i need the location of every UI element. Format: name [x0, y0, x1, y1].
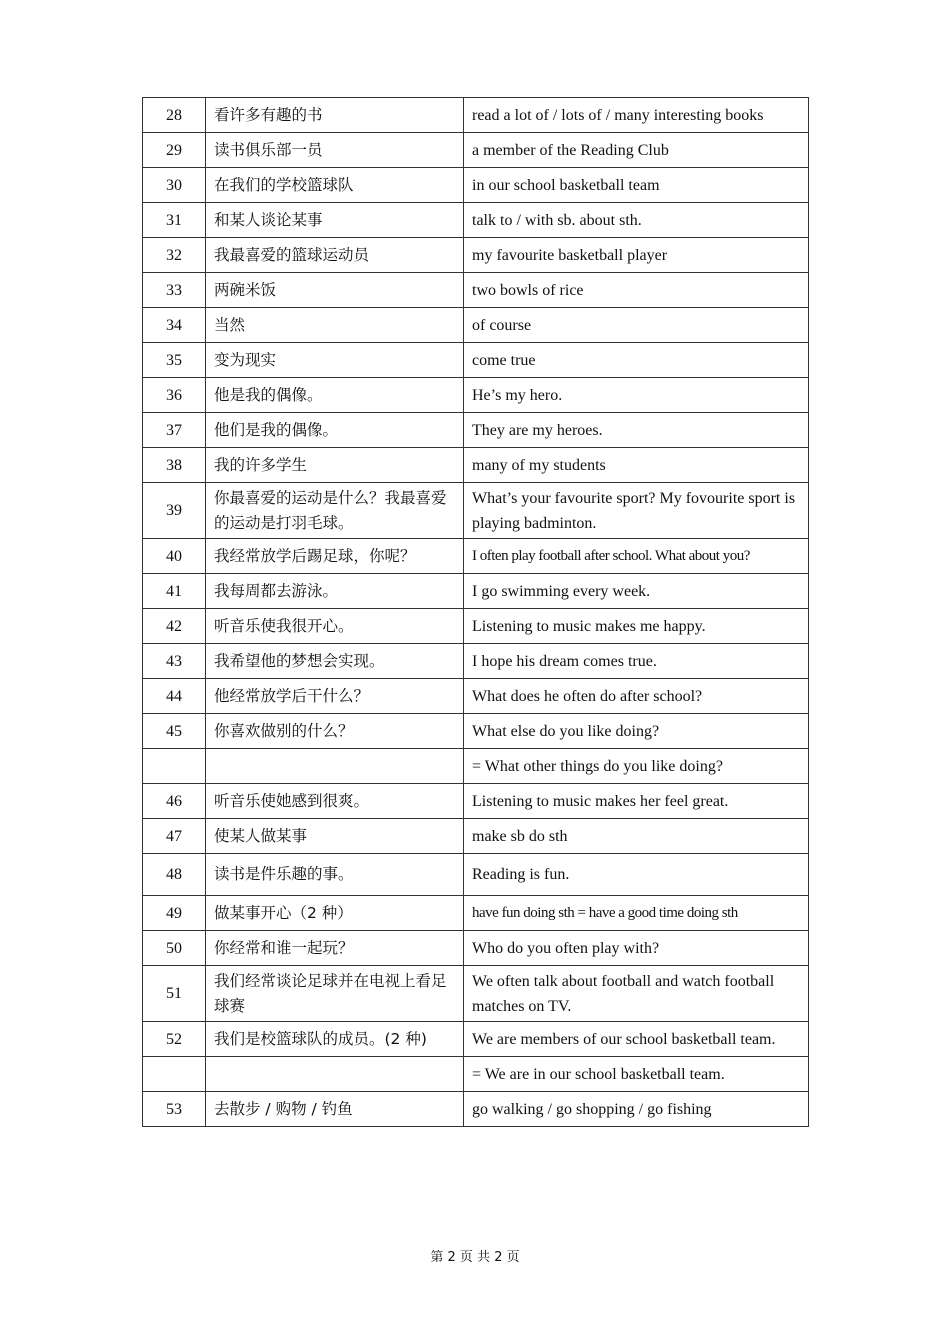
vocabulary-table [142, 97, 809, 1127]
chinese-phrase: 你经常和谁一起玩？ [206, 931, 464, 966]
row-number: 36 [143, 378, 206, 413]
row-number: 44 [143, 679, 206, 714]
chinese-phrase: 读书是件乐趣的事。 [206, 854, 464, 896]
chinese-phrase: 看许多有趣的书 [206, 98, 464, 133]
chinese-phrase: 在我们的学校篮球队 [206, 168, 464, 203]
row-number: 37 [143, 413, 206, 448]
row-number: 43 [143, 644, 206, 679]
chinese-phrase: 读书俱乐部一员 [206, 133, 464, 168]
table-row [143, 98, 809, 133]
english-phrase: = What other things do you like doing? [464, 749, 809, 784]
english-phrase: of course [464, 308, 809, 343]
chinese-phrase: 使某人做某事 [206, 819, 464, 854]
chinese-phrase: 我希望他的梦想会实现。 [206, 644, 464, 679]
english-phrase: Listening to music makes her feel great. [464, 784, 809, 819]
chinese-phrase: 听音乐使我很开心。 [206, 609, 464, 644]
english-phrase: many of my students [464, 448, 809, 483]
row-number: 31 [143, 203, 206, 238]
row-number: 45 [143, 714, 206, 749]
english-phrase: What’s your favourite sport? My fovourite sport is playing badminton. [464, 483, 809, 539]
table-row [143, 574, 809, 609]
row-number: 32 [143, 238, 206, 273]
english-phrase: Listening to music makes me happy. [464, 609, 809, 644]
table-row [143, 203, 809, 238]
english-phrase: We often talk about football and watch football matches on TV. [464, 966, 809, 1022]
row-number: 39 [143, 483, 206, 539]
english-phrase: a member of the Reading Club [464, 133, 809, 168]
row-number: 46 [143, 784, 206, 819]
row-number: 40 [143, 539, 206, 574]
table-row [143, 679, 809, 714]
chinese-phrase: 我们经常谈论足球并在电视上看足球赛 [206, 966, 464, 1022]
english-phrase: make sb do sth [464, 819, 809, 854]
table-row [143, 609, 809, 644]
table-row [143, 539, 809, 574]
english-phrase: my favourite basketball player [464, 238, 809, 273]
chinese-phrase [206, 1057, 464, 1092]
table-row [143, 714, 809, 749]
row-number: 33 [143, 273, 206, 308]
row-number [143, 1057, 206, 1092]
row-number: 49 [143, 896, 206, 931]
table-row [143, 966, 809, 1022]
table-row [143, 931, 809, 966]
chinese-phrase: 我最喜爱的篮球运动员 [206, 238, 464, 273]
chinese-phrase: 他们是我的偶像。 [206, 413, 464, 448]
table-row [143, 448, 809, 483]
table-row [143, 854, 809, 896]
chinese-phrase: 我每周都去游泳。 [206, 574, 464, 609]
table-row [143, 168, 809, 203]
chinese-phrase: 你喜欢做别的什么？ [206, 714, 464, 749]
chinese-phrase: 去散步 / 购物 / 钓鱼 [206, 1092, 464, 1127]
table-row [143, 1057, 809, 1092]
row-number: 35 [143, 343, 206, 378]
row-number: 48 [143, 854, 206, 896]
table-row [143, 378, 809, 413]
english-phrase: Who do you often play with? [464, 931, 809, 966]
english-phrase: What does he often do after school? [464, 679, 809, 714]
table-row [143, 273, 809, 308]
chinese-phrase [206, 749, 464, 784]
chinese-phrase: 我们是校篮球队的成员。(2 种) [206, 1022, 464, 1057]
english-phrase: We are members of our school basketball team. [464, 1022, 809, 1057]
english-phrase: What else do you like doing? [464, 714, 809, 749]
row-number: 51 [143, 966, 206, 1022]
chinese-phrase: 做某事开心（2 种） [206, 896, 464, 931]
chinese-phrase: 你最喜爱的运动是什么？我最喜爱的运动是打羽毛球。 [206, 483, 464, 539]
english-phrase: I often play football after school. What about you? [464, 539, 809, 574]
english-phrase: go walking / go shopping / go fishing [464, 1092, 809, 1127]
chinese-phrase: 他是我的偶像。 [206, 378, 464, 413]
english-phrase: Reading is fun. [464, 854, 809, 896]
row-number: 50 [143, 931, 206, 966]
row-number: 38 [143, 448, 206, 483]
row-number: 41 [143, 574, 206, 609]
row-number: 34 [143, 308, 206, 343]
table-row [143, 819, 809, 854]
english-phrase: have fun doing sth = have a good time doing sth [464, 896, 809, 931]
table-row [143, 238, 809, 273]
english-phrase: talk to / with sb. about sth. [464, 203, 809, 238]
table-row [143, 1092, 809, 1127]
table-row [143, 644, 809, 679]
english-phrase: = We are in our school basketball team. [464, 1057, 809, 1092]
chinese-phrase: 变为现实 [206, 343, 464, 378]
row-number: 29 [143, 133, 206, 168]
row-number: 28 [143, 98, 206, 133]
table-row [143, 483, 809, 539]
table-row [143, 1022, 809, 1057]
chinese-phrase: 听音乐使她感到很爽。 [206, 784, 464, 819]
english-phrase: I go swimming every week. [464, 574, 809, 609]
english-phrase: I hope his dream comes true. [464, 644, 809, 679]
table-row [143, 896, 809, 931]
table-row [143, 343, 809, 378]
chinese-phrase: 当然 [206, 308, 464, 343]
chinese-phrase: 我经常放学后踢足球，你呢？ [206, 539, 464, 574]
table-row [143, 413, 809, 448]
row-number: 53 [143, 1092, 206, 1127]
english-phrase: He’s my hero. [464, 378, 809, 413]
row-number: 30 [143, 168, 206, 203]
chinese-phrase: 和某人谈论某事 [206, 203, 464, 238]
english-phrase: in our school basketball team [464, 168, 809, 203]
table-row [143, 133, 809, 168]
english-phrase: come true [464, 343, 809, 378]
table-row [143, 308, 809, 343]
english-phrase: read a lot of / lots of / many interesting books [464, 98, 809, 133]
page-footer: 第 2 页 共 2 页 [430, 1250, 520, 1265]
chinese-phrase: 我的许多学生 [206, 448, 464, 483]
chinese-phrase: 他经常放学后干什么？ [206, 679, 464, 714]
row-number: 52 [143, 1022, 206, 1057]
english-phrase: They are my heroes. [464, 413, 809, 448]
row-number: 42 [143, 609, 206, 644]
row-number [143, 749, 206, 784]
table-row [143, 784, 809, 819]
table-row [143, 749, 809, 784]
row-number: 47 [143, 819, 206, 854]
english-phrase: two bowls of rice [464, 273, 809, 308]
chinese-phrase: 两碗米饭 [206, 273, 464, 308]
